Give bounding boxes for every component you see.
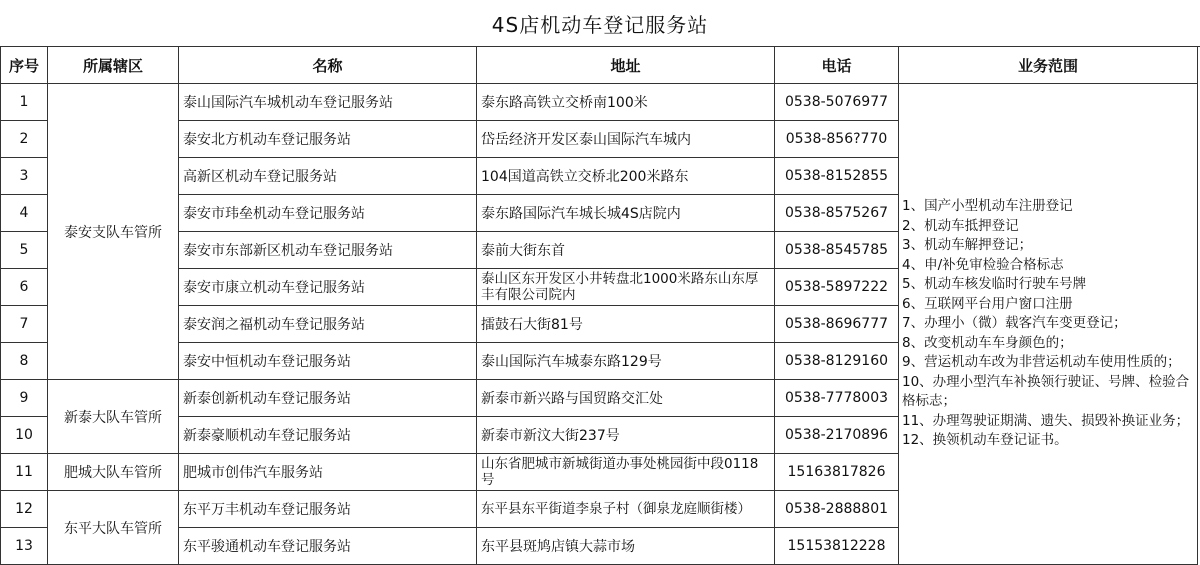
row-no: 13 (1, 528, 48, 565)
station-name: 东平骏通机动车登记服务站 (179, 528, 477, 565)
dept-cell: 泰安支队车管所 (48, 84, 179, 380)
station-name: 新泰豪顺机动车登记服务站 (179, 417, 477, 454)
header-scope: 业务范围 (899, 47, 1198, 84)
station-address: 泰东路高铁立交桥南100米 (477, 84, 775, 121)
row-no: 1 (1, 84, 48, 121)
scope-item: 4、申/补免审检验合格标志 (902, 256, 1064, 273)
scope-item: 7、办理小（微）载客汽车变更登记； (902, 315, 1127, 332)
row-no: 3 (1, 158, 48, 195)
station-name: 肥城市创伟汽车服务站 (179, 454, 477, 491)
station-name: 高新区机动车登记服务站 (179, 158, 477, 195)
row-no: 12 (1, 491, 48, 528)
station-address: 岱岳经济开发区泰山国际汽车城内 (477, 121, 775, 158)
station-phone: 0538-5076977 (775, 84, 899, 121)
scope-item: 10、办理小型汽车补换领行驶证、号牌、检验合格标志； (902, 373, 1190, 410)
row-no: 4 (1, 195, 48, 232)
scope-item: 2、机动车抵押登记 (902, 217, 1019, 234)
station-name: 泰安市玮垒机动车登记服务站 (179, 195, 477, 232)
station-name: 泰安中恒机动车登记服务站 (179, 343, 477, 380)
station-name: 泰安市康立机动车登记服务站 (179, 269, 477, 306)
row-no: 7 (1, 306, 48, 343)
station-address: 泰山国际汽车城泰东路129号 (477, 343, 775, 380)
scope-item: 12、换领机动车登记证书。 (902, 432, 1068, 449)
station-address: 泰山区东开发区小井转盘北1000米路东山东厚丰有限公司院内 (477, 269, 775, 306)
scope-cell (899, 84, 1198, 565)
header-row (1, 47, 1198, 84)
station-phone: 0538-8152855 (775, 158, 899, 195)
header-dept: 所属辖区 (48, 47, 179, 84)
station-address: 新泰市新兴路与国贸路交汇处 (477, 380, 775, 417)
scope-item: 6、互联网平台用户窗口注册 (902, 295, 1073, 312)
station-phone: 0538-7778003 (775, 380, 899, 417)
header-no: 序号 (1, 47, 48, 84)
station-address: 山东省肥城市新城街道办事处桃园街中段0118号 (477, 454, 775, 491)
station-phone: 0538-8575267 (775, 195, 899, 232)
station-phone: 0538-8696777 (775, 306, 899, 343)
station-name: 泰安润之福机动车登记服务站 (179, 306, 477, 343)
scope-item: 3、机动车解押登记； (902, 237, 1033, 254)
row-no: 8 (1, 343, 48, 380)
row-no: 6 (1, 269, 48, 306)
scope-item: 11、办理驾驶证期满、遗失、损毁补换证业务； (902, 412, 1190, 429)
station-phone: 0538-8129160 (775, 343, 899, 380)
row-no: 9 (1, 380, 48, 417)
scope-item: 9、营运机动车改为非营运机动车使用性质的； (902, 354, 1181, 371)
station-phone: 0538-2888801 (775, 491, 899, 528)
station-address: 东平县东平街道李泉子村（御泉龙庭顺街楼） (477, 491, 775, 528)
station-address: 擂鼓石大街81号 (477, 306, 775, 343)
station-name: 泰安市东部新区机动车登记服务站 (179, 232, 477, 269)
header-address: 地址 (477, 47, 775, 84)
table-row (1, 84, 1198, 121)
row-no: 2 (1, 121, 48, 158)
station-name: 新泰创新机动车登记服务站 (179, 380, 477, 417)
station-phone: 15163817826 (775, 454, 899, 491)
station-name: 泰安北方机动车登记服务站 (179, 121, 477, 158)
station-phone: 0538-856?770 (775, 121, 899, 158)
station-name: 东平万丰机动车登记服务站 (179, 491, 477, 528)
header-phone: 电话 (775, 47, 899, 84)
station-phone: 0538-5897222 (775, 269, 899, 306)
header-name: 名称 (179, 47, 477, 84)
row-no: 11 (1, 454, 48, 491)
station-address: 泰前大街东首 (477, 232, 775, 269)
scope-item: 5、机动车核发临时行驶车号牌 (902, 276, 1087, 293)
station-phone: 15153812228 (775, 528, 899, 565)
station-phone: 0538-8545785 (775, 232, 899, 269)
station-address: 泰东路国际汽车城长城4S店院内 (477, 195, 775, 232)
station-name: 泰山国际汽车城机动车登记服务站 (179, 84, 477, 121)
dept-cell: 肥城大队车管所 (48, 454, 179, 491)
row-no: 5 (1, 232, 48, 269)
scope-item: 1、国产小型机动车注册登记 (902, 198, 1073, 215)
dept-cell: 东平大队车管所 (48, 491, 179, 565)
row-no: 10 (1, 417, 48, 454)
station-phone: 0538-2170896 (775, 417, 899, 454)
station-address: 新泰市新汶大街237号 (477, 417, 775, 454)
dept-cell: 新泰大队车管所 (48, 380, 179, 454)
scope-item: 8、改变机动车车身颜色的； (902, 334, 1073, 351)
service-station-table (0, 46, 1198, 565)
sheet-title: 4S店机动车登记服务站 (0, 0, 1200, 47)
station-address: 104国道高铁立交桥北200米路东 (477, 158, 775, 195)
station-address: 东平县斑鸠店镇大蒜市场 (477, 528, 775, 565)
